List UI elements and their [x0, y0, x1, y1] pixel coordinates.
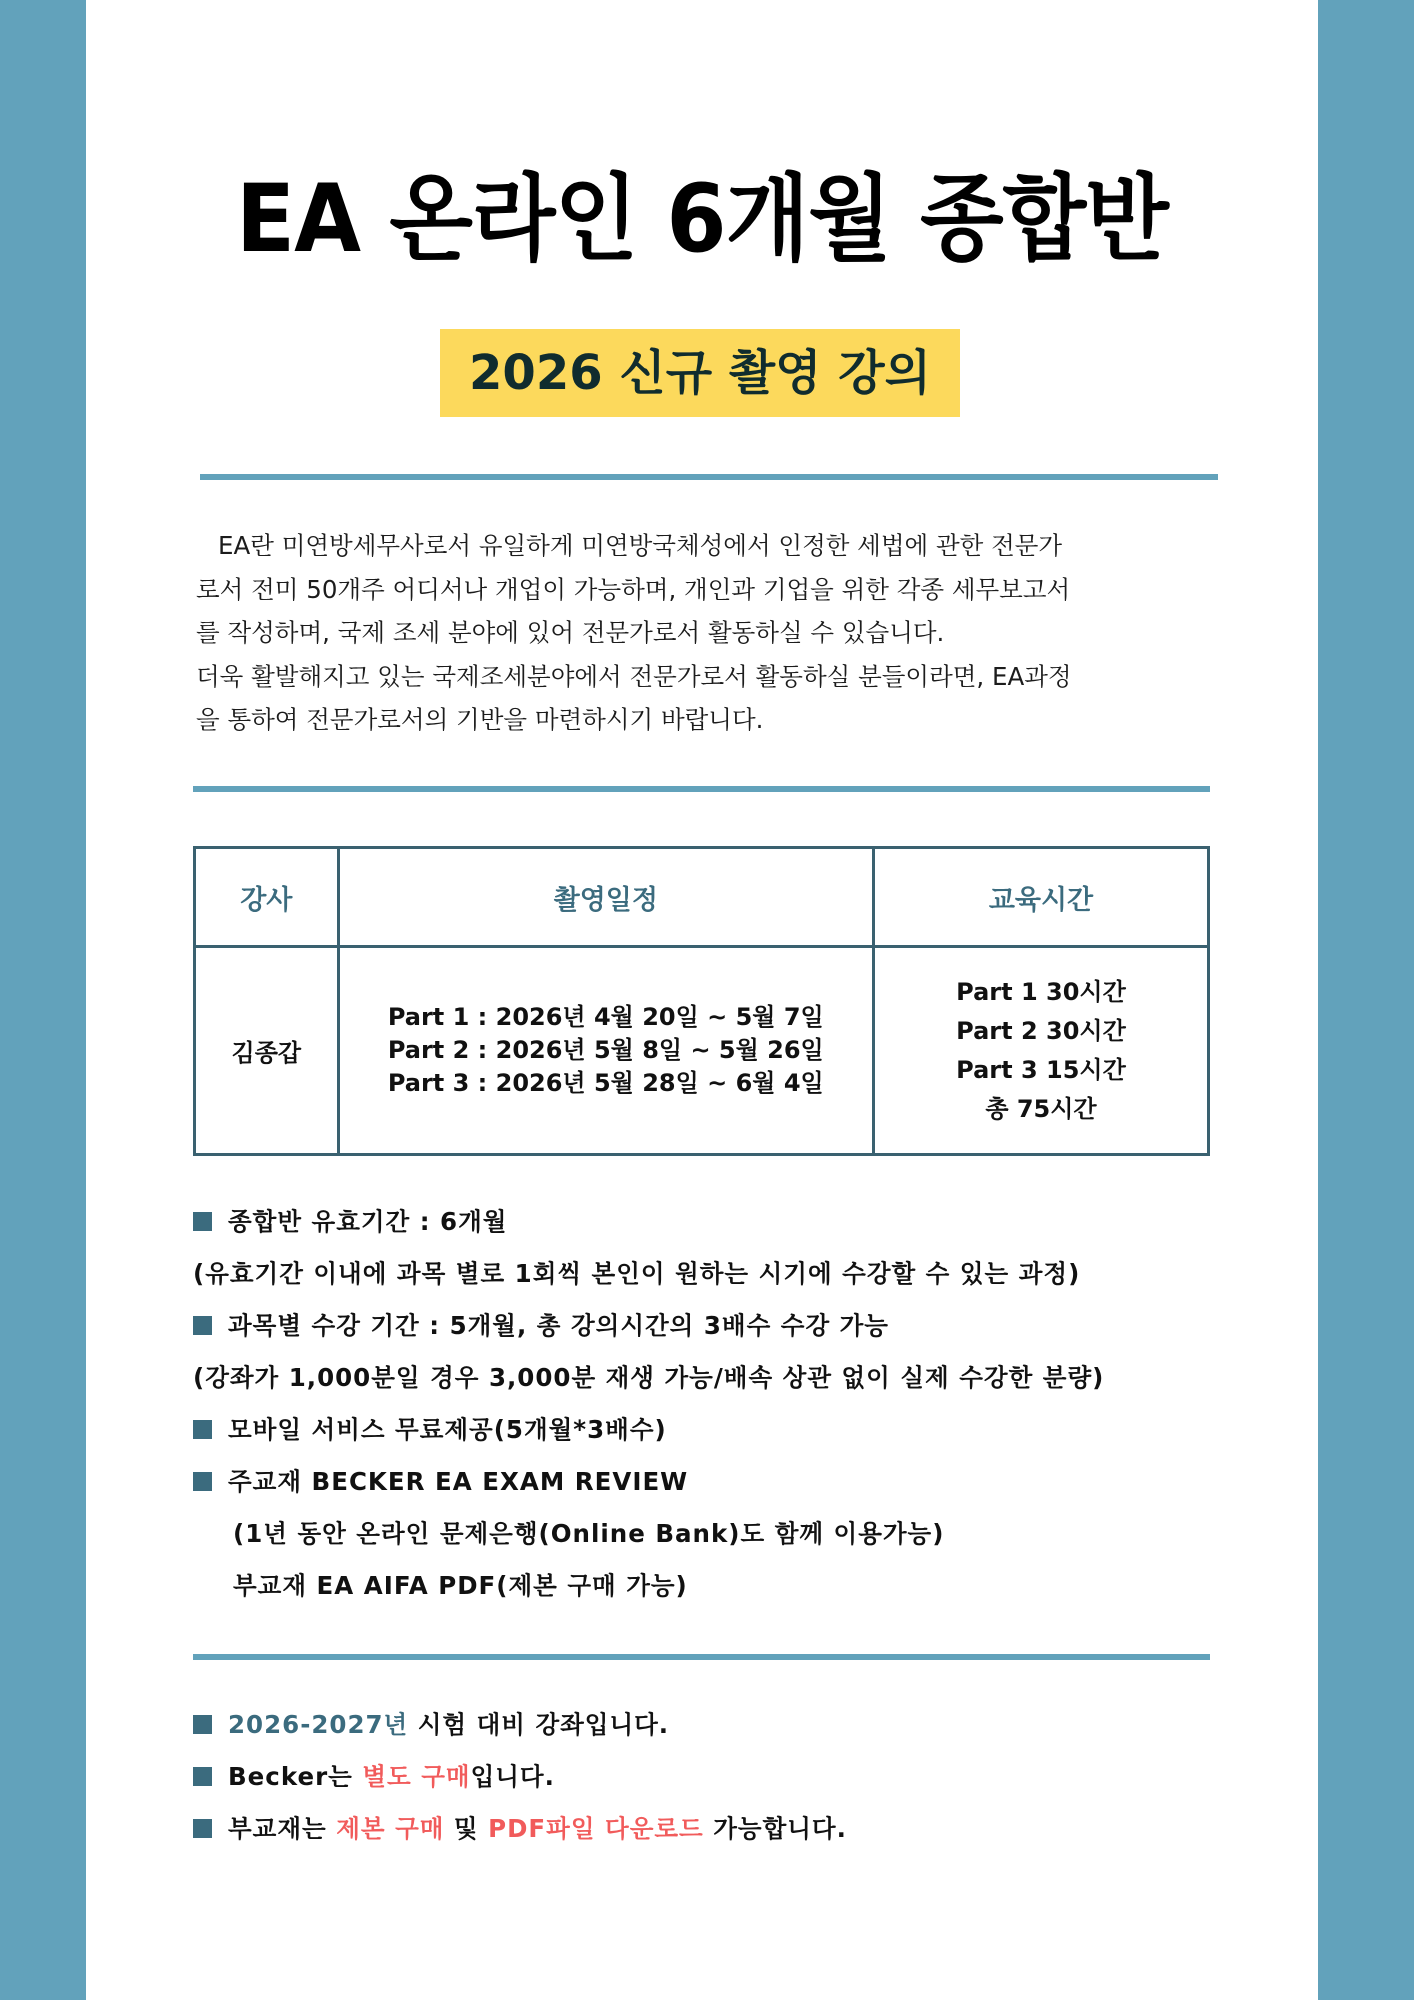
intro-line: 더욱 활발해지고 있는 국제조세분야에서 전문가로서 활동하실 분들이라면, EA과정 [196, 661, 1072, 691]
notice-item: Becker는 별도 구매입니다. [193, 1751, 1253, 1803]
instructor-cell: 김종갑 [195, 947, 339, 1155]
schedule-line: Part 1 : 2026년 4월 20일 ~ 5월 7일 [387, 1003, 824, 1031]
square-bullet-icon [193, 1212, 212, 1231]
intro-line: 를 작성하며, 국제 조세 분야에 있어 전문가로서 활동하실 수 있습니다. [196, 618, 945, 647]
notice-item: 2026-2027년 시험 대비 강좌입니다. [193, 1699, 1253, 1751]
list-item: 종합반 유효기간 : 6개월 [193, 1196, 1253, 1248]
header-instructor: 강사 [195, 848, 339, 947]
header-schedule: 촬영일정 [338, 848, 873, 947]
flyer-page [86, 0, 1318, 2000]
list-item: 과목별 수강 기간 : 5개월, 총 강의시간의 3배수 수강 가능 [193, 1300, 1253, 1352]
intro-line: 을 통하여 전문가로서의 기반을 마련하시기 바랍니다. [196, 705, 764, 734]
square-bullet-icon [193, 1316, 212, 1335]
intro-paragraph [196, 524, 1216, 742]
course-info-table [193, 846, 1210, 1156]
intro-line: 로서 전미 50개주 어디서나 개업이 가능하며, 개인과 기업을 위한 각종 세무보고서 [196, 574, 1071, 604]
list-item-note: (1년 동안 온라인 문제은행(Online Bank)도 함께 이용가능) [233, 1519, 945, 1548]
list-item: 모바일 서비스 무료제공(5개월*3배수) [193, 1404, 1253, 1456]
notice-item: 부교재는 제본 구매 및 PDF파일 다운로드 가능합니다. [193, 1803, 1253, 1855]
square-bullet-icon [193, 1420, 212, 1439]
page-title: EA 온라인 6개월 종합반 [236, 165, 1168, 274]
table-row [195, 947, 1209, 1155]
notice-list [193, 1699, 1253, 1855]
square-bullet-icon [193, 1819, 212, 1838]
list-item: 주교재 BECKER EA EXAM REVIEW [193, 1456, 1253, 1508]
hours-cell [873, 947, 1208, 1155]
course-details-list [193, 1196, 1253, 1612]
square-bullet-icon [193, 1472, 212, 1491]
hours-line: Part 1 30시간 [956, 977, 1126, 1006]
list-item-note: (유효기간 이내에 과목 별로 1회씩 본인이 원하는 시기에 수강할 수 있는 과정) [193, 1259, 1081, 1288]
schedule-line: Part 2 : 2026년 5월 8일 ~ 5월 26일 [387, 1036, 824, 1064]
hours-line: Part 2 30시간 [956, 1016, 1126, 1045]
intro-line: EA란 미연방세무사로서 유일하게 미연방국체성에서 인정한 세법에 관한 전문가 [218, 531, 1063, 560]
divider-top [200, 474, 1218, 480]
square-bullet-icon [193, 1767, 212, 1786]
new-lecture-badge: 2026 신규 촬영 강의 [440, 329, 960, 417]
divider-bottom [193, 1654, 1210, 1660]
square-bullet-icon [193, 1715, 212, 1734]
table-header-row [195, 848, 1209, 947]
divider-middle [193, 786, 1210, 792]
hours-line: Part 3 15시간 [956, 1055, 1126, 1084]
header-hours: 교육시간 [873, 848, 1208, 947]
schedule-line: Part 3 : 2026년 5월 28일 ~ 6월 4일 [387, 1069, 824, 1097]
hours-total: 총 75시간 [985, 1094, 1097, 1123]
list-item-note: (강좌가 1,000분일 경우 3,000분 재생 가능/배속 상관 없이 실제 수강한 분량) [193, 1363, 1105, 1392]
schedule-cell [338, 947, 873, 1155]
list-item-note: 부교재 EA AIFA PDF(제본 구매 가능) [233, 1571, 688, 1600]
